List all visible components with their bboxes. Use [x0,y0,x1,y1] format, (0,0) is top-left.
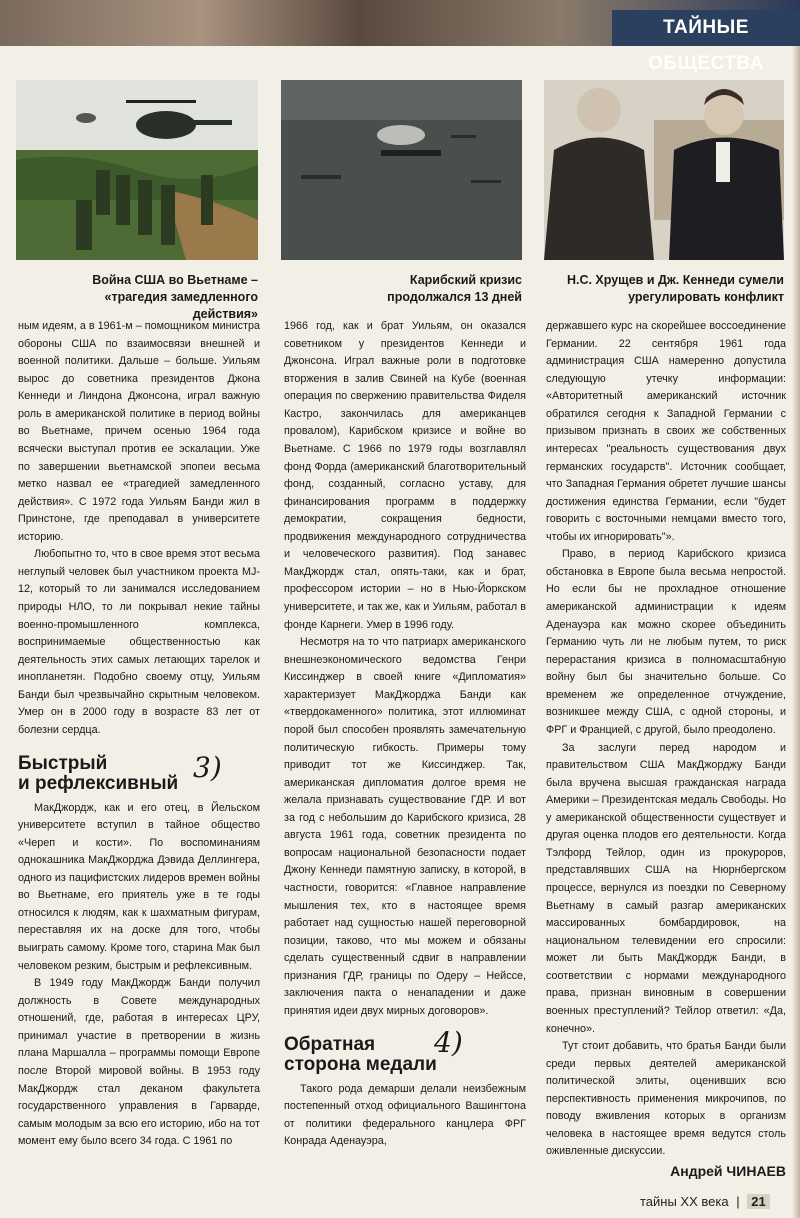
article-column-1 [18,318,260,1151]
khrushchev-kennedy-photo [544,80,784,260]
author-signature: Андрей ЧИНАЕВ [670,1163,786,1179]
paragraph: державшего курс на скорейшее воссоединение Германии. 22 сентября 1961 года администрация США намеренно допустила следующую утечку информации: «Авторитетный американский источник обратился сегодня к Западной Германии с призывом признать в своих же собственных интересах "реальность существования двух германских государств". Источник сообщает, что Западная Германия обретет лучшие шансы достижения единства Германии, если "будет говорить с восточными немцами вместо того, чтобы их игнорировать"». [546,320,786,543]
section-label: ТАЙНЫЕ ОБЩЕСТВА [612,10,800,46]
vietnam-war-photo [16,80,258,260]
paragraph: Несмотря на то что патриарх американского внешнеэкономического ведомства Генри Киссинджер в своей книге «Дипломатия» характеризует МакДжорджа Банди как «твердокаменного» политика, этот иллюминат порой был способен проявлять замечательную политическую гибкость. Примеры тому приводит тот же Киссинджер. Так, американская дипломатия долгое время не желала признавать существование ГДР. И вот за год с небольшим до Карибского кризиса, 28 августа 1961 года, советник президента по вопросам национальной безопасности подает Джону Кеннеди памятную записку, в которой, в частности, говорится: «Главное направление мышления тех, кто в настоящее время работает над сущностью нашей переговорной позиции, таково, что мы можем и обязаны сделать существенный сдвиг в направлении признания ГДР, границы по Одеру – Нейссе, заключения пакта о ненападении и даже принятия идеи двух мирных договоров». [284,636,526,1017]
paragraph: ным идеям, а в 1961-м – помощником министра обороны США по взаимосвязи внешней и военной политики. Дальше – больше. Уильям вырос до советника президентов Джона Кеннеди и Линдона Джонсона, играл важную роль в американской политике в период войны во Вьетнаме, причем осенью 1964 года всячески выступал против ее эскалации. Уже по завершении вьетнамской эпопеи весьма метко назвал ее «трагедией замедленного действия». С 1972 года Уильям Банди жил в Принстоне, где преподавал в университете историю. [18,320,260,543]
subheading [18,750,260,794]
article-column-2 [284,318,526,1151]
handwritten-mark: 3) [193,750,222,784]
subheading [284,1025,526,1075]
caribbean-crisis-photo [281,80,522,260]
subheading-line: Быстрый [18,752,108,774]
paragraph: За заслуги перед народом и правительством США МакДжорджу Банди была вручена высшая гражданская награда Америки – Президентская медаль Свободы. Но у американской общественности существует и другая оценка плодов его деятельности. Когда Тэлфорд Тейлор, один из прокуроров, представлявших США на Нюрнбергском процессе, вернулся из поездки по Северному Вьетнаму в самый разгар американских массированных бомбардировок, на национальном телевидении его спросили: может ли быть МакДжордж Банди, в соответствии с нормами международного права, признан виновным в совершении военных преступлений? Тейлор ответил: «Да, конечно». [546,741,786,1035]
photo-caption-khrushchev-kennedy: Н.С. Хрущев и Дж. Кеннеди сумели урегулировать конфликт [566,273,784,304]
handwritten-mark: 4) [434,1025,463,1059]
page-edge [792,46,800,1218]
photo-caption-caribbean: Карибский кризис продолжался 13 дней [387,273,522,304]
paragraph: В 1949 году МакДжордж Банди получил должность в Совете международных отношений, где, работая в интересах ЦРУ, принимал участие в претворении в жизнь плана Маршалла – программы помощи Европе после Второй мировой войны. В 1953 году МакДжордж стал деканом факультета государственного управления в Гарварде, самым молодым за всю его историю, ибо на тот момент ему было всего 34 года. С 1961 по [18,977,260,1148]
subheading-line: сторона медали [284,1053,437,1075]
paragraph: МакДжордж, как и его отец, в Йельском университете вступил в тайное общество «Череп и кости». По воспоминаниям однокашника МакДжорджа Дэвида Деллингера, одного из пацифистских лидеров времен войны во Вьетнаме, его приятель уже в те годы относился к людям, как к шахматным фигурам, переставляя их на доске для того, чтобы выиграть самому. Кроме того, старина Мак был человеком резким, быстрым и рефлексивным. [18,801,260,972]
page-footer: тайны XX века | 21 [640,1194,770,1209]
photo-caption-vietnam: Война США во Вьетнаме – «трагедия замедленного действия» [92,273,258,321]
subheading-line: Обратная [284,1033,376,1055]
page-header-banner [0,0,800,74]
magazine-name: тайны XX века [640,1194,729,1209]
article-column-3 [546,318,786,1181]
paragraph: Тут стоит добавить, что братья Банди были среди первых деятелей американской политической элиты, оценивших всю перспективность применения микрочипов, по поводу вживления которых в организм человека в настоящее время ведутся столь оживленные дискуссии. [546,1040,786,1158]
paragraph: Любопытно то, что в свое время этот весьма неглупый человек был участником проекта MJ-12, который то ли занимался исследованием природы НЛО, то ли покрывал некие тайны военно-промышленного комплекса, воспринимаемые общественностью как деятельность этих самых летающих тарелок и инопланетян. Подобно своему отцу, Уильям Банди был чрезвычайно скрытным человеком. Умер он в 2000 году в возрасте 83 лет от болезни сердца. [18,548,260,736]
subheading-line: и рефлексивный [18,772,179,794]
paragraph: 1966 год, как и брат Уильям, он оказался советником у президентов Кеннеди и Джонсона. Играл важные роли в подготовке вторжения в залив Свиней на Кубе (военная операция по свержению правительства Фиделя Кастро, закончилась для американцев провалом), Карибском кризисе и войне во Вьетнаме. С 1966 по 1979 годы возглавлял фонд Форда (американский благотворительный фонд, созданный, согласно уставу, для финансирования программ в поддержку демократии, сокращения бедности, продвижения международного сотрудничества и человеческого развития). Под занавес МакДжордж стал, опять-таки, как и брат, профессором истории – но в Нью-Йоркском университете, и так же, как и Уильям, работал в фонде Карнеги. Умер в 1996 году. [284,320,526,631]
paragraph: Право, в период Карибского кризиса обстановка в Европе была весьма непростой. Но если бы не прохладное отношение американской администрации к идеям Аденауэра как можно скорее объединить Германию чуть ли не любым путем, то риск перерастания кризиса в полномасштабную войну был бы значительно больше. Со временем же определенное отчуждение, возникшее между США, с одной стороны, и ФРГ и Францией, с другой, было преодолено. [546,548,786,736]
paragraph: Такого рода демарши делали неизбежным постепенный отход официального Вашингтона от политики федерального канцлера ФРГ Конрада Аденауэра, [284,1082,526,1148]
page-number: 21 [747,1194,769,1209]
